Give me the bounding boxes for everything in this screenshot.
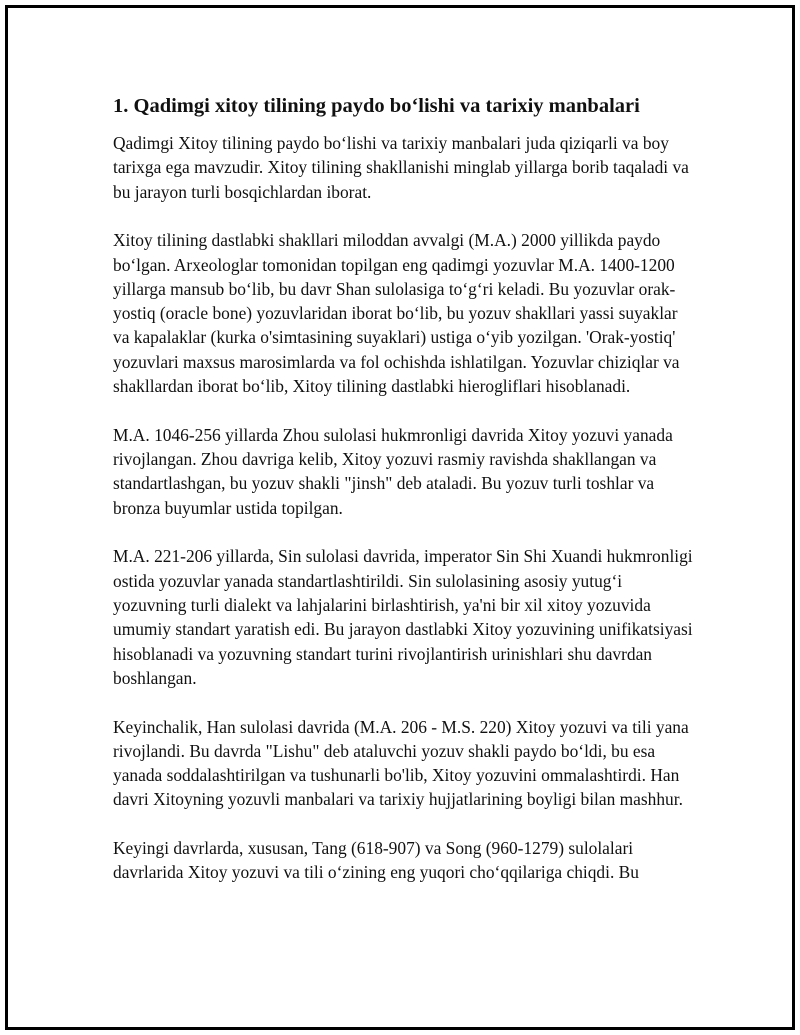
paragraph-zhou: M.A. 1046-256 yillarda Zhou sulolasi hukmronligi davrida Xitoy yozuvi yanada rivojlangan. Zhou davriga kelib, Xitoy yozuvi rasmiy ravishda shakllangan va standartlashgan, bu yozuv shakli "jinsh" deb ataladi. Bu yozuv turli toshlar va bronza buyumlar ustida topilgan.	[113, 424, 673, 518]
paragraph-tang-song: Keyingi davrlarda, xususan, Tang (618-907) va Song (960-1279) sulolalari davrlarida Xitoy yozuvi va tili o‘zining eng yuqori cho‘qqilariga chiqdi. Bu	[113, 838, 639, 883]
paragraph-qin: M.A. 221-206 yillarda, Sin sulolasi davrida, imperator Sin Shi Xuandi hukmronligi ostida yozuvlar yanada standartlashtirildi. Sin sulolasining asosiy yutug‘i yozuvning turli dialekt va lahjalarini birlashtirish, ya'ni bir xil xitoy yozuvida umumiy standart yaratish edi. Bu jarayon dastlabki Xitoy yozuvining unifikatsiyasi hisoblanadi va yozuvning standart turini rivojlantirish urinishlari shu davrdan boshlangan.	[113, 546, 693, 688]
paragraph-oracle-bone: Xitoy tilining dastlabki shakllari miloddan avvalgi (M.A.) 2000 yillikda paydo bo‘lgan. Arxeologlar tomonidan topilgan eng qadimgi yozuvlar M.A. 1400-1200 yillarga mansub bo‘lib, bu davr Shan sulolasiga to‘g‘ri keladi. Bu yozuvlar orak-yostiq (oracle bone) yozuvlaridan iborat bo‘lib, bu yozuv shakllari yassi suyaklar va kapalaklar (kurka o'simtasining suyaklari) ustiga o‘yib yozilgan. 'Orak-yostiq' yozuvlari maxsus marosimlarda va fol ochishda ishlatilgan. Yozuvlar chiziqlar va shakllardan iborat bo‘lib, Xitoy tilining dastlabki hierogliflari hisoblanadi.	[113, 230, 680, 397]
section-heading: 1. Qadimgi xitoy tilining paydo bo‘lishi va tarixiy manbalari	[113, 95, 640, 117]
document-body	[113, 92, 693, 909]
paragraph-intro: Qadimgi Xitoy tilining paydo bo‘lishi va tarixiy manbalari juda qiziqarli va boy tarixga ega mavzudir. Xitoy tilining shakllanishi minglab yillarga borib taqaladi va bu jarayon turli bosqichlardan iborat.	[113, 133, 689, 202]
paragraph-han: Keyinchalik, Han sulolasi davrida (M.A. 206 - M.S. 220) Xitoy yozuvi va tili yana rivojlandi. Bu davrda "Lishu" deb ataluvchi yozuv shakli paydo bo‘ldi, bu esa yanada soddalashtirilgan va tushunarli bo'lib, Xitoy yozuvini ommalashtirdi. Han davri Xitoyning yozuvli manbalari va tarixiy hujjatlarining boyligi bilan mashhur.	[113, 716, 689, 810]
